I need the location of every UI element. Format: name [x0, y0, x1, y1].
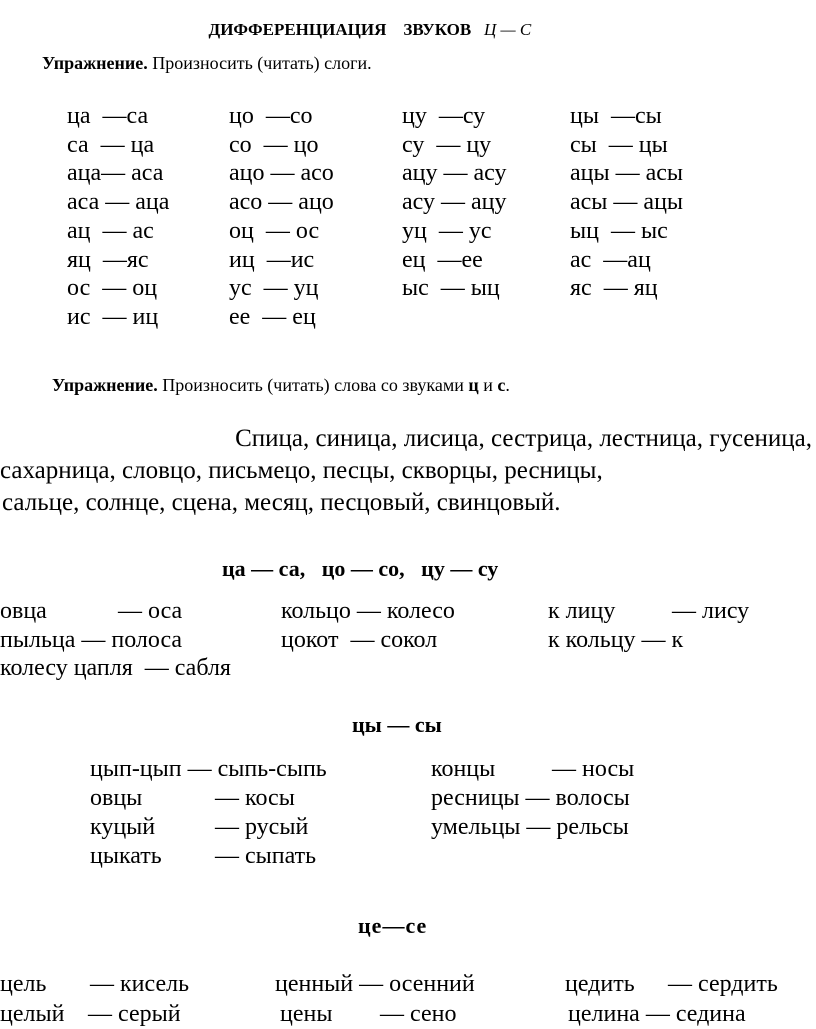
paragraph-line: сахарница, словцо, письмецо, песцы, скворцы, ресницы, [0, 457, 603, 484]
pair-cell: цены [280, 1001, 333, 1027]
pair-cell: су — цу [402, 131, 492, 158]
pair-cell: ацу — асу [402, 160, 507, 187]
pair-cell: ресницы — волосы [431, 785, 630, 811]
pair-cell: ыц — ыс [570, 217, 668, 244]
pair-cell: ус — уц [229, 275, 319, 302]
pair-cell: асы — ацы [570, 189, 684, 216]
pair-cell: умельцы — рельсы [431, 814, 629, 840]
pair-cell: ос — оц [67, 275, 158, 302]
paragraph-line: Спица, синица, лисица, сестрица, лестница, гусеница, [235, 425, 812, 452]
pair-cell: яс — яц [570, 275, 658, 302]
pair-cell: к кольцу — к [548, 627, 684, 653]
section-heading-ce-se: це—се [358, 913, 428, 938]
pair-cell: овцы [90, 785, 143, 811]
pair-cell: овца [0, 598, 47, 624]
exercise-text: Произносить (читать) слоги. [147, 53, 372, 73]
pair-cell: цедить [565, 971, 635, 997]
pair-cell: иц —ис [229, 246, 315, 273]
pair-cell: — носы [552, 756, 635, 782]
pair-cell: цо —со [229, 103, 313, 129]
pair-cell: сы — цы [570, 131, 668, 158]
pair-cell: — лису [672, 598, 750, 624]
pair-cell: куцый [90, 814, 156, 840]
pair-cell: аса — аца [67, 189, 170, 216]
pair-cell: ас —ац [570, 246, 651, 273]
pair-cell: цы —сы [570, 103, 662, 129]
pair-cell: ац — ас [67, 217, 154, 244]
pair-cell: яц —яс [67, 246, 149, 273]
pair-cell: асо — ацо [229, 189, 334, 216]
exercise-1-instruction [42, 54, 372, 72]
pair-cell: ис — иц [67, 303, 159, 330]
section-heading-cy-sy: цы — сы [352, 712, 442, 737]
pair-line: колесу цапля — сабля [0, 655, 231, 681]
pair-cell: цып-цып — сыпь-сыпь [90, 756, 327, 782]
pair-cell: к лицу [548, 598, 616, 624]
pair-cell: — серый [88, 1001, 181, 1027]
exercise-2-instruction [52, 376, 510, 394]
sound-s: с [497, 375, 506, 395]
pair-cell: цокот — сокол [281, 627, 438, 653]
pair-cell: ее — ец [229, 303, 316, 330]
exercise-text: Произносить (читать) слова со звуками [157, 375, 469, 395]
title-main: ДИФФЕРЕНЦИАЦИЯ ЗВУКОВ [208, 20, 472, 39]
conjunction: и [478, 375, 498, 395]
pair-cell: аца— аса [67, 160, 164, 187]
pair-cell: уц — ус [402, 217, 492, 244]
pair-cell: оц — ос [229, 217, 320, 244]
pair-cell: ыс — ыц [402, 275, 500, 302]
exercise-label: Упражнение. [42, 53, 148, 73]
pair-cell: са — ца [67, 131, 155, 158]
section-heading-ca-sa: ца — са, цо — со, цу — су [222, 556, 499, 581]
pair-cell: — сено [380, 1001, 457, 1027]
pair-cell: цу —су [402, 103, 486, 129]
sound-c: ц [468, 375, 479, 395]
pair-cell: — сердить [668, 971, 778, 997]
pair-cell: целина — седина [568, 1001, 746, 1027]
pair-cell: ценный — осенний [275, 971, 475, 997]
pair-cell: пыльца — полоса [0, 627, 183, 653]
pair-cell: ца —са [67, 103, 149, 129]
pair-cell: — оса [118, 598, 183, 624]
pair-cell: — русый [215, 814, 309, 840]
pair-cell: — косы [215, 785, 295, 811]
pair-cell: кольцо — колесо [281, 598, 455, 624]
pair-cell: ец —ее [402, 246, 483, 273]
title-sounds: Ц — С [483, 20, 532, 39]
pair-cell: со — цо [229, 131, 319, 158]
pair-cell: ацы — асы [570, 160, 684, 187]
pair-cell: концы [431, 756, 496, 782]
period: . [505, 375, 510, 395]
pair-cell: асу — ацу [402, 189, 507, 216]
pair-cell: цель [0, 971, 47, 997]
page-title [200, 4, 531, 38]
pair-cell: ацо — асо [229, 160, 334, 187]
word-paragraph [0, 426, 816, 526]
pair-cell: целый [0, 1001, 65, 1027]
pair-cell: цыкать [90, 843, 162, 869]
exercise-label: Упражнение. [52, 375, 158, 395]
paragraph-line: сальце, солнце, сцена, месяц, песцовый, свинцовый. [2, 489, 561, 516]
pair-cell: — сыпать [215, 843, 317, 869]
pair-cell: — кисель [90, 971, 190, 997]
